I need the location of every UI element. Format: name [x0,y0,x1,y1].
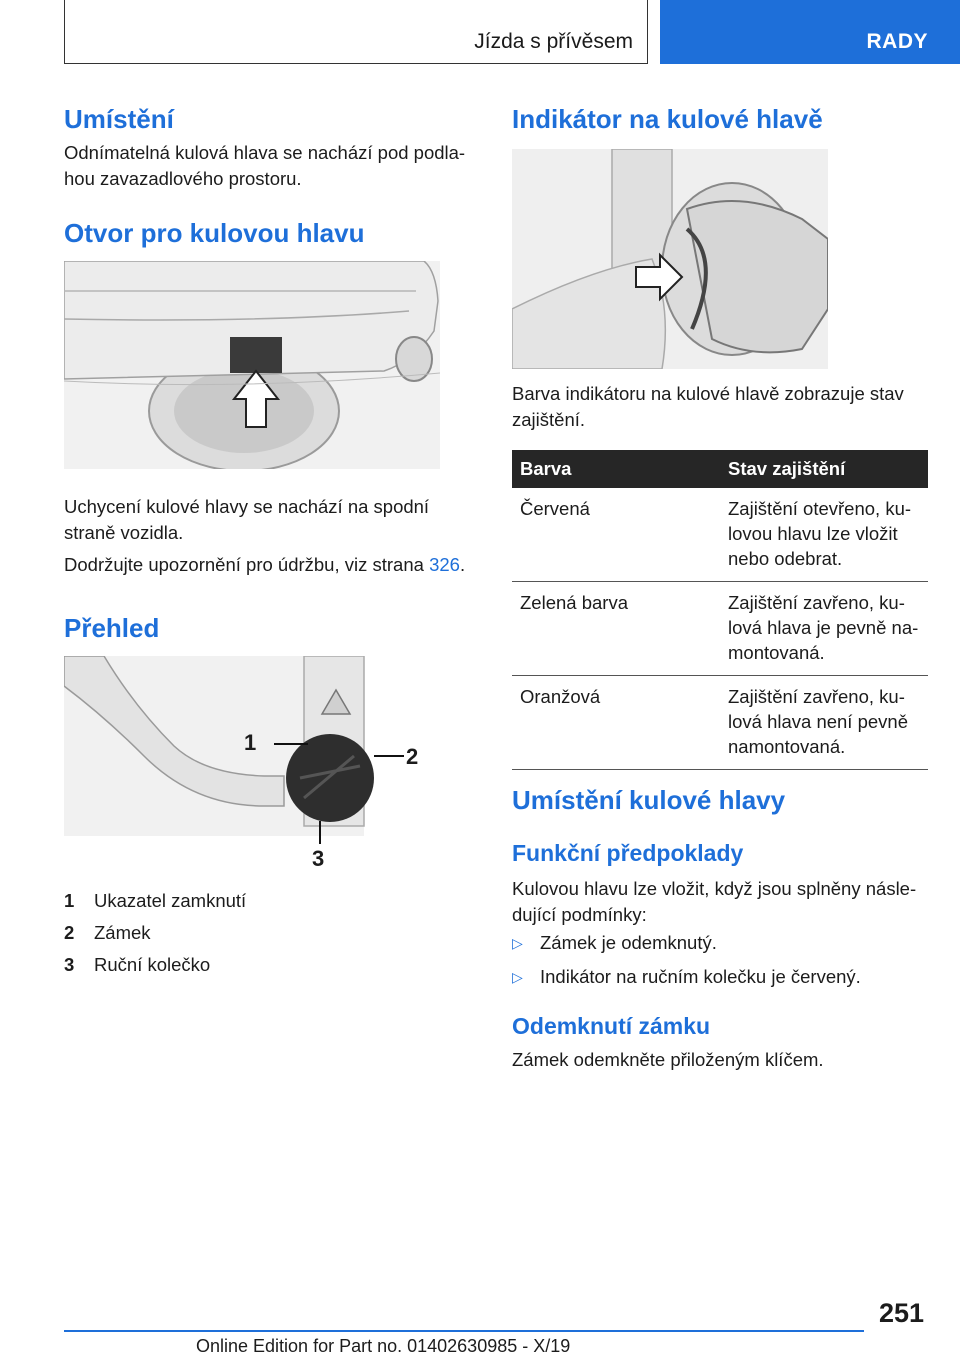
bullet-text-2: Indikátor na ručním kolečku je červený. [540,966,861,987]
barva-text-2: zajištění. [512,409,586,430]
table-cell-state: Zajištění zavřeno, ku- lová hlava není pevně namontovaná. [720,676,928,770]
header-frame [64,0,648,64]
page-number: 251 [878,1298,924,1328]
legend-num-1: 1 [64,890,75,911]
ball-head-overview-figure [64,656,440,878]
barva-text-1: Barva indikátoru na kulové hlavě zobrazuje stav [512,383,904,404]
header-section-title: Jízda s přívěsem [474,30,633,53]
table-cell-color: Zelená barva [512,582,720,676]
funkcni-predpoklady-heading: Funkční předpoklady [512,840,744,866]
header-tab-label: RADY [866,30,928,53]
header-tab[interactable] [660,0,960,64]
callout-1: 1 [244,730,257,755]
indikator-heading: Indikátor na kulové hlavě [512,104,823,134]
table-row [512,488,928,582]
legend-text-3: Ruční kolečko [94,954,211,975]
bullet-triangle-icon: ▷ [512,969,523,985]
dodrzujte-text: Dodržujte upozornění pro údržbu, viz strana 326. [64,554,466,575]
umisteni-text-2: hou zavazadlového prostoru. [64,168,302,189]
table-header-stav: Stav zajištění [720,450,928,488]
legend-num-2: 2 [64,922,75,943]
callout-2: 2 [406,744,419,769]
callout-3: 3 [312,846,325,871]
prehled-heading: Přehled [64,613,160,643]
legend-num-3: 3 [64,954,75,975]
umisteni-kulove-hlavy-heading: Umístění kulové hlavy [512,785,786,815]
kulovou-text-2: dující podmínky: [512,904,647,925]
legend-text-1: Ukazatel zamknutí [94,890,247,911]
table-header-row [512,450,928,488]
table-row [512,582,928,676]
tow-hitch-opening-figure [64,261,440,469]
indicator-figure [512,149,828,369]
page-link-326[interactable]: 326 [429,554,460,575]
table-cell-color: Oranžová [512,676,720,770]
footer-divider [64,1330,864,1332]
otvor-heading: Otvor pro kulovou hlavu [64,218,365,248]
legend-text-2: Zámek [94,922,151,943]
bullet-triangle-icon: ▷ [512,935,523,951]
odemknuti-heading: Odemknutí zámku [512,1013,711,1039]
table-cell-state: Zajištění zavřeno, ku- lová hlava je pevně na- montovaná. [720,582,928,676]
bullet-text-1: Zámek je odemknutý. [540,932,717,953]
table-header-barva: Barva [512,450,720,488]
kulovou-text-1: Kulovou hlavu lze vložit, když jsou splněny násle- [512,878,917,899]
uchyceni-text-2: straně vozidla. [64,522,184,543]
footer-edition: Online Edition for Part no. 01402630985 - X/19 [196,1336,571,1356]
uchyceni-text-1: Uchycení kulové hlavy se nachází na spodní [64,496,430,517]
umisteni-text-1: Odnímatelná kulová hlava se nachází pod podla- [64,142,466,163]
table-cell-state: Zajištění otevřeno, ku- lovou hlavu lze vložit nebo odebrat. [720,488,928,582]
table-cell-color: Červená [512,488,720,582]
umisteni-heading: Umístění [64,104,174,134]
indicator-color-table [512,450,928,770]
table-row [512,676,928,770]
odemknuti-text: Zámek odemkněte přiloženým klíčem. [512,1049,824,1070]
